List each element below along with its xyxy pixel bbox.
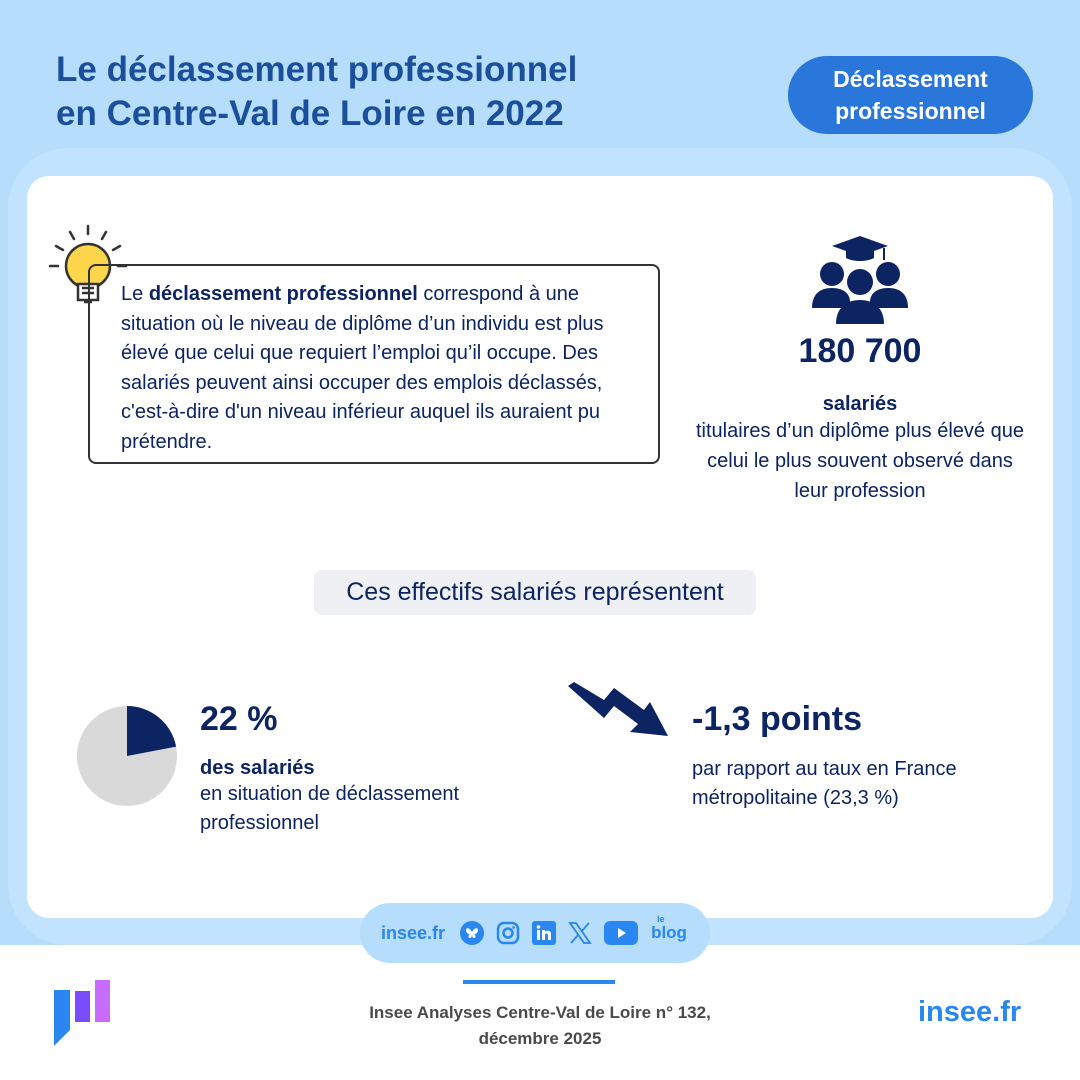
graduates-group-icon	[810, 236, 910, 326]
bluesky-icon[interactable]	[459, 920, 485, 946]
social-links-bar	[360, 903, 710, 963]
share-label: des salariés	[200, 757, 315, 779]
difference-stat	[692, 700, 1012, 813]
insee-logo	[52, 978, 112, 1048]
share-description: en situation de déclassement professionnel	[200, 783, 460, 834]
footer-divider	[463, 980, 615, 984]
blog-sup: le	[657, 914, 665, 924]
section-heading: Ces effectifs salariés représentent	[314, 570, 756, 615]
count-label: salariés	[822, 393, 898, 415]
share-value: 22 %	[200, 700, 278, 738]
blog-label: blog	[651, 923, 687, 942]
reference-line-2: décembre 2025	[478, 1029, 602, 1048]
count-description: titulaires d’un diplôme plus élevé que celui le plus souvent observé dans leur profession	[696, 420, 1024, 502]
insee-brand-link[interactable]: insee.fr	[918, 996, 1022, 1028]
definition-term: déclassement professionnel	[148, 283, 418, 305]
publication-reference	[300, 1000, 780, 1052]
definition-box	[88, 264, 660, 464]
title-line-1: Le déclassement professionnel	[56, 50, 578, 89]
share-pie-chart	[76, 705, 178, 807]
share-stat	[200, 700, 520, 838]
definition-text: correspond à une situation où le niveau de diplôme d’un individu est plus élevé que celui que requiert l’emploi qu’il occupe. Des salariés peuvent ainsi occuper des emplois déclassés, c'est-à-dire d'un niveau inférieur auquel ils auraient pu prétendre.	[121, 283, 604, 453]
insee-site-link[interactable]: insee.fr	[380, 922, 446, 943]
title-line-2: en Centre-Val de Loire en 2022	[56, 94, 564, 133]
trend-down-arrow-icon	[568, 682, 670, 738]
blog-icon[interactable]	[649, 914, 689, 946]
youtube-icon[interactable]	[603, 920, 639, 946]
employee-count-stat	[690, 332, 1030, 506]
instagram-icon[interactable]	[495, 920, 521, 946]
difference-description: par rapport au taux en France métropolitaine (23,3 %)	[692, 758, 957, 809]
page-title	[56, 48, 577, 136]
reference-line-1: Insee Analyses Centre-Val de Loire n° 132,	[369, 1003, 711, 1022]
difference-value: -1,3 points	[692, 700, 863, 738]
count-value: 180 700	[798, 332, 922, 370]
definition-prefix: Le	[121, 283, 149, 305]
linkedin-icon[interactable]	[531, 920, 557, 946]
x-icon[interactable]	[567, 920, 593, 946]
topic-tag[interactable]: Déclassement professionnel	[788, 56, 1033, 134]
